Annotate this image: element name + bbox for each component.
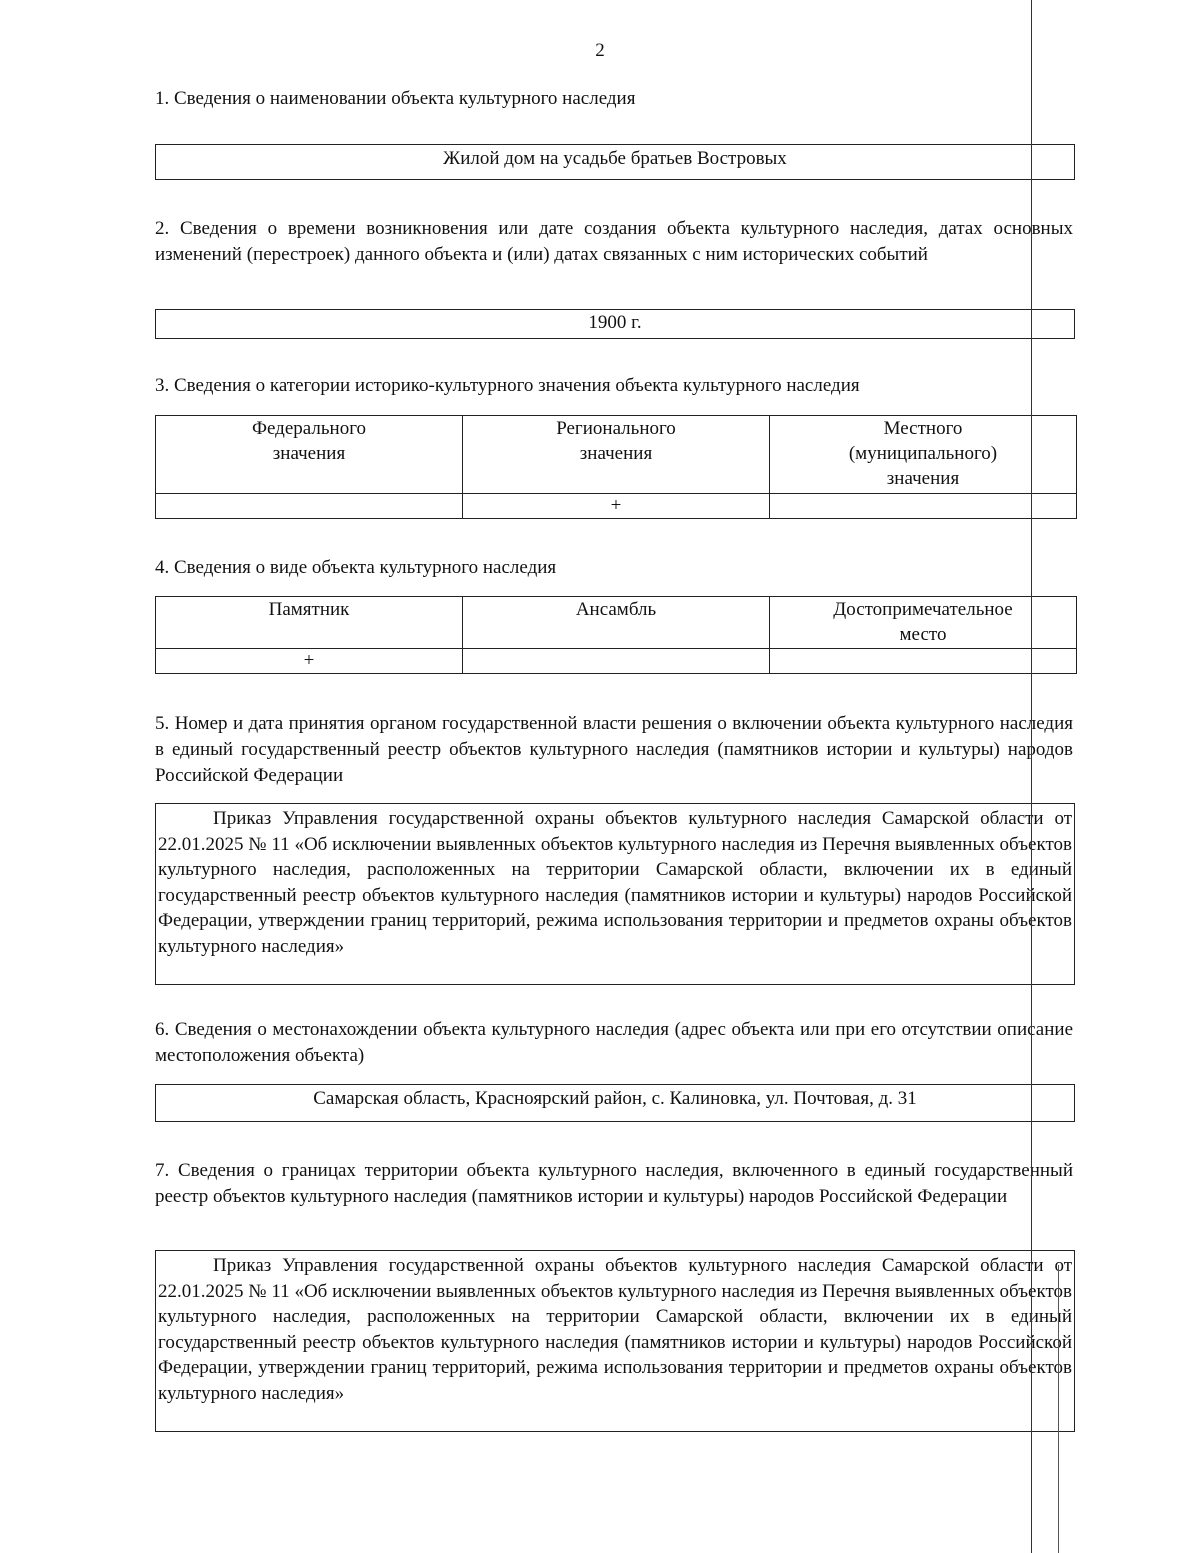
section-7-heading: 7. Сведения о границах территории объекта культурного наследия, включенного в единый государственный реестр объектов культурного наследия (памятников истории и культуры) народов Российской Федерации <box>155 1160 1073 1207</box>
page-number: 2 <box>595 40 605 61</box>
section-7-value-box <box>155 1250 1075 1432</box>
creation-date: 1900 г. <box>588 312 642 333</box>
category-column-local: Местного (муниципального) значения <box>770 416 1077 494</box>
section-1-value-box <box>155 144 1075 180</box>
boundaries-order-text: Приказ Управления государственной охраны объектов культурного наследия Самарской области от 22.01.2025 № 11 «Об исключении выявленных объектов культурного наследия из Перечня выявленных объектов культурного наследия, расположенных на территории Самарской области, включении их в единый государственный реестр объектов культурного наследия (памятников истории и культуры) народов Российской Федерации, утверждении границ территорий, режима использования территории и предметов охраны объектов культурного наследия» <box>158 1255 1072 1404</box>
category-table <box>155 415 1077 519</box>
object-address: Самарская область, Красноярский район, с. Калиновка, ул. Почтовая, д. 31 <box>313 1088 917 1109</box>
type-column-landmark: Достопримечательное место <box>770 597 1077 649</box>
category-column-regional: Регионального значения <box>463 416 770 494</box>
section-6-value-box <box>155 1084 1075 1122</box>
type-mark-ensemble <box>463 649 770 674</box>
section-2-heading: 2. Сведения о времени возникновения или дате создания объекта культурного наследия, датах основных изменений (перестроек) данного объекта и (или) датах связанных с ним исторических событий <box>155 218 1073 265</box>
scan-artifact-line-secondary <box>1058 1265 1059 1553</box>
category-mark-regional: + <box>463 494 770 519</box>
section-4-heading: 4. Сведения о виде объекта культурного наследия <box>155 557 557 578</box>
type-column-ensemble: Ансамбль <box>463 597 770 649</box>
section-3-heading: 3. Сведения о категории историко-культурного значения объекта культурного наследия <box>155 375 860 396</box>
type-table <box>155 596 1077 674</box>
section-2-value-box <box>155 309 1075 339</box>
section-6-heading: 6. Сведения о местонахождении объекта культурного наследия (адрес объекта или при его отсутствии описание местоположения объекта) <box>155 1019 1073 1066</box>
registry-order-text: Приказ Управления государственной охраны объектов культурного наследия Самарской области от 22.01.2025 № 11 «Об исключении выявленных объектов культурного наследия из Перечня выявленных объектов культурного наследия, расположенных на территории Самарской области, включении их в единый государственный реестр объектов культурного наследия (памятников истории и культуры) народов Российской Федерации, утверждении границ территорий, режима использования территории и предметов охраны объектов культурного наследия» <box>158 808 1072 957</box>
scan-artifact-line <box>1031 0 1032 1553</box>
section-1-heading: 1. Сведения о наименовании объекта культурного наследия <box>155 88 636 109</box>
type-mark-monument: + <box>156 649 463 674</box>
category-mark-federal <box>156 494 463 519</box>
section-5-heading: 5. Номер и дата принятия органом государственной власти решения о включении объекта культурного наследия в единый государственный реестр объектов культурного наследия (памятников истории и культуры) народов Российской Федерации <box>155 713 1073 786</box>
object-name: Жилой дом на усадьбе братьев Востровых <box>443 148 787 169</box>
type-column-monument: Памятник <box>156 597 463 649</box>
category-column-federal: Федерального значения <box>156 416 463 494</box>
section-5-value-box <box>155 803 1075 985</box>
